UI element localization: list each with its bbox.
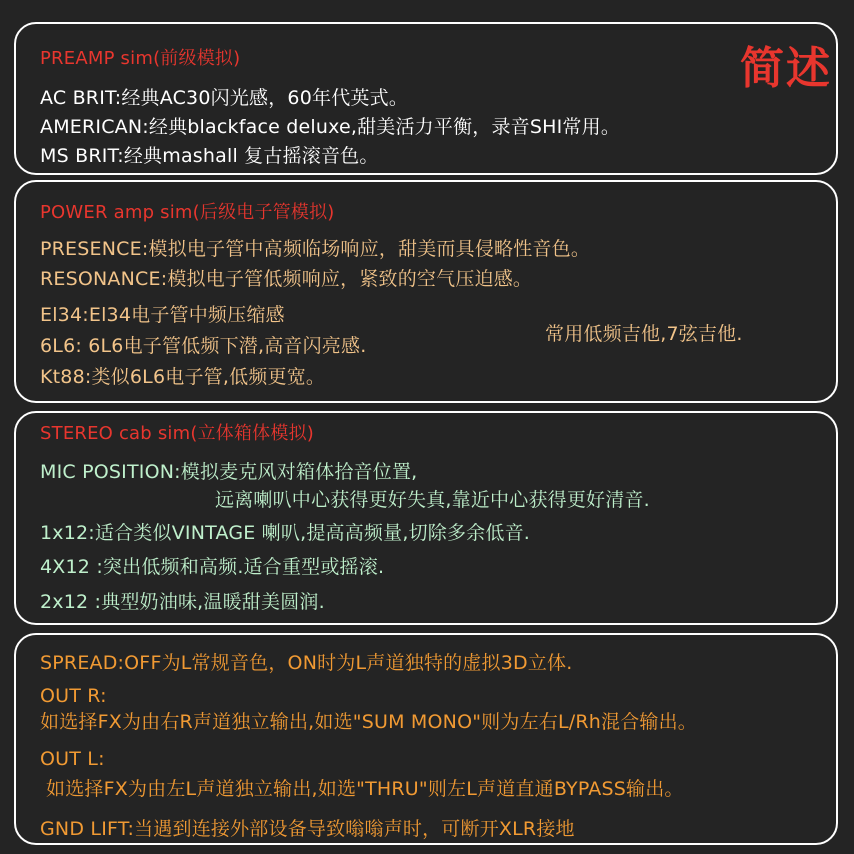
out-r-label: OUT R: <box>40 685 107 707</box>
power-heading: POWER amp sim(后级电子管模拟) <box>40 202 335 223</box>
preamp-ms-brit: MS BRIT:经典mashall 复古摇滚音色。 <box>40 145 379 167</box>
stereo-cab-4x12: 4X12 :突出低频和高频.适合重型或摇滚. <box>40 556 385 578</box>
stereo-cab-1x12: 1x12:适合类似VINTAGE 喇叭,提高高频量,切除多余低音. <box>40 522 531 544</box>
preamp-heading: PREAMP sim(前级模拟) <box>40 48 241 69</box>
power-side-note: 常用低频吉他,7弦吉他. <box>545 323 743 345</box>
out-l-label: OUT L: <box>40 748 105 770</box>
preamp-american: AMERICAN:经典blackface deluxe,甜美活力平衡，录音SHI常用。 <box>40 116 621 138</box>
stereo-mic-position: MIC POSITION:模拟麦克风对箱体拾音位置, <box>40 461 418 483</box>
power-tube-el34: El34:El34电子管中频压缩感 <box>40 304 285 326</box>
spread-description: SPREAD:OFF为L常规音色，ON时为L声道独特的虚拟3D立体. <box>40 652 573 674</box>
power-presence: PRESENCE:模拟电子管中高频临场响应，甜美而具侵略性音色。 <box>40 238 591 260</box>
stereo-mic-position-detail: 远离喇叭中心获得更好失真,靠近中心获得更好清音. <box>215 489 650 511</box>
out-r-description: 如选择FX为由右R声道独立输出,如选"SUM MONO"则为左右L/Rh混合输出。 <box>40 711 698 733</box>
out-l-description: 如选择FX为由左L声道独立输出,如选"THRU"则左L声道直通BYPASS输出。 <box>46 778 684 800</box>
power-tube-6l6: 6L6: 6L6电子管低频下潜,高音闪亮感. <box>40 335 367 357</box>
power-resonance: RESONANCE:模拟电子管低频响应，紧致的空气压迫感。 <box>40 268 533 290</box>
gnd-lift-description: GND LIFT:当遇到连接外部设备导致嗡嗡声时，可断开XLR接地 <box>40 818 575 840</box>
stereo-cab-2x12: 2x12 :典型奶油味,温暖甜美圆润. <box>40 591 325 613</box>
preamp-ac-brit: AC BRIT:经典AC30闪光感，60年代英式。 <box>40 87 409 109</box>
power-tube-kt88: Kt88:类似6L6电子管,低频更宽。 <box>40 366 326 388</box>
page-title: 简述 <box>740 43 832 94</box>
stereo-heading: STEREO cab sim(立体箱体模拟) <box>40 423 314 444</box>
